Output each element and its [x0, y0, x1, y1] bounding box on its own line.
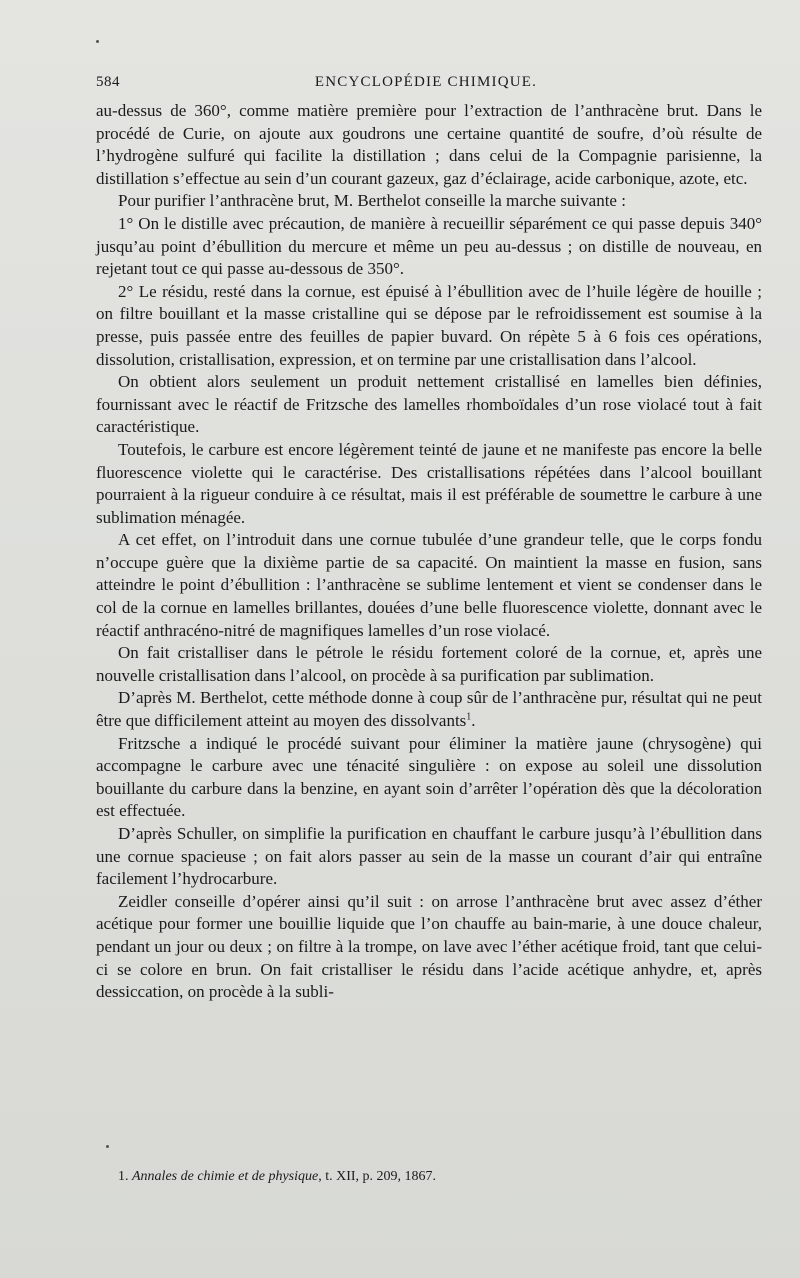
ink-speck: [106, 1145, 109, 1148]
paragraph: On fait cristalliser dans le pétrole le résidu fortement coloré de la cornue, et, après une nouvelle cristallisation dans l’alcool, on procède à sa purification par sublimation.: [96, 643, 762, 685]
ink-speck: [96, 40, 99, 43]
paragraph: Zeidler conseille d’opérer ainsi qu’il suit : on arrose l’anthracène brut avec assez d’éther acétique pour former une bouillie liquide que l’on chauffe au bain-marie, à une douce chaleur, pendant un jour ou deux ; on filtre à la trompe, on lave avec l’éther acétique froid, tant que celui-ci se colore en brun. On fait cristalliser le résidu dans l’acide acétique anhydre, et, après dessiccation, on procède à la subli-: [96, 891, 762, 1002]
footnote-source: Annales de chimie et de physique: [132, 1169, 319, 1184]
footnote-details: , t. XII, p. 209, 1867.: [318, 1169, 437, 1184]
footnote-reference: 1: [466, 711, 472, 723]
paragraph: Pour purifier l’anthracène brut, M. Berthelot conseille la marche suivante :: [118, 191, 626, 211]
body-text: [96, 100, 762, 1004]
page-number: 584: [96, 74, 120, 90]
paragraph-text: D’après M. Berthelot, cette méthode donne à coup sûr de l’anthracène pur, résultat qui ne peut être que difficilement atteint au moyen des dissolvants: [96, 688, 762, 731]
paragraph: A cet effet, on l’introduit dans une cornue tubulée d’une grandeur telle, que le corps fondu n’occupe guère que la dixième partie de sa capacité. On maintient la masse en fusion, sans atteindre le point d’ébullition : l’anthracène se sublime lentement et vient se condenser dans le col de la cornue en lamelles brillantes, douées d’une belle fluorescence violette, donnant avec le réactif anthracéno-nitré de magnifiques lamelles d’un rose violacé.: [96, 530, 762, 640]
paragraph: D’après Schuller, on simplifie la purification en chauffant le carbure jusqu’à l’ébullition dans une cornue spacieuse ; on fait alors passer au sein de la masse un courant d’air qui entraîne facilement l’hydrocarbure.: [96, 824, 762, 889]
paragraph: 1° On le distille avec précaution, de manière à recueillir séparément ce qui passe depuis 340° jusqu’au point d’ébullition du mercure et même un peu au-dessus ; on distille de nouveau, en rejetant tout ce qui passe au-dessous de 350°.: [96, 213, 762, 279]
paragraph: au-dessus de 360°, comme matière première pour l’extraction de l’anthracène brut. Dans le procédé de Curie, on ajoute aux goudrons une certaine quantité de soufre, d’où résulte de l’hydrogène sulfuré qui facilite la distillation ; dans celui de la Compagnie parisienne, la distillation s’effectue au sein d’un courant gazeux, gaz d’éclairage, acide carbonique, azote, etc.: [96, 101, 762, 188]
paragraph: On obtient alors seulement un produit nettement cristallisé en lamelles bien définies, fournissant avec le réactif de Fritzsche des lamelles rhomboïdales d’un rose violacé tout à fait caractéristique.: [96, 372, 762, 437]
paragraph-with-footnote: D’après M. Berthelot, cette méthode donne à coup sûr de l’anthracène pur, résultat qui ne peut être que difficilement atteint au moyen des dissolvants$^1$.: [96, 688, 762, 731]
footnote: [118, 1168, 758, 1186]
paragraph: 2° Le résidu, resté dans la cornue, est épuisé à l’ébullition avec de l’huile légère de houille ; on filtre bouillant et la masse cristalline qui se dépose par le refroidissement est soumise à la presse, puis passée entre des feuilles de papier buvard. On répète 5 à 6 fois ces opérations, dissolution, cristallisation, expression, et on termine par une cristallisation dans l’alcool.: [96, 281, 762, 369]
footnote-number: 1.: [118, 1169, 129, 1184]
paragraph: Toutefois, le carbure est encore légèrement teinté de jaune et ne manifeste pas encore la belle fluorescence violette qui le caractérise. Des cristallisations répétées dans l’alcool bouillant pourraient à la rigueur conduire à ce résultat, mais il est préférable de soumettre le carbure à une sublimation ménagée.: [96, 439, 762, 527]
running-title: ENCYCLOPÉDIE CHIMIQUE.: [314, 74, 538, 90]
page-header: [96, 74, 756, 96]
paragraph: Fritzsche a indiqué le procédé suivant pour éliminer la matière jaune (chrysogène) qui accompagne le carbure avec une ténacité singulière : on expose au soleil une dissolution bouillante du carbure dans la benzine, en ayant soin d’arrêter l’opération dès que la décoloration est effectuée.: [96, 733, 762, 821]
